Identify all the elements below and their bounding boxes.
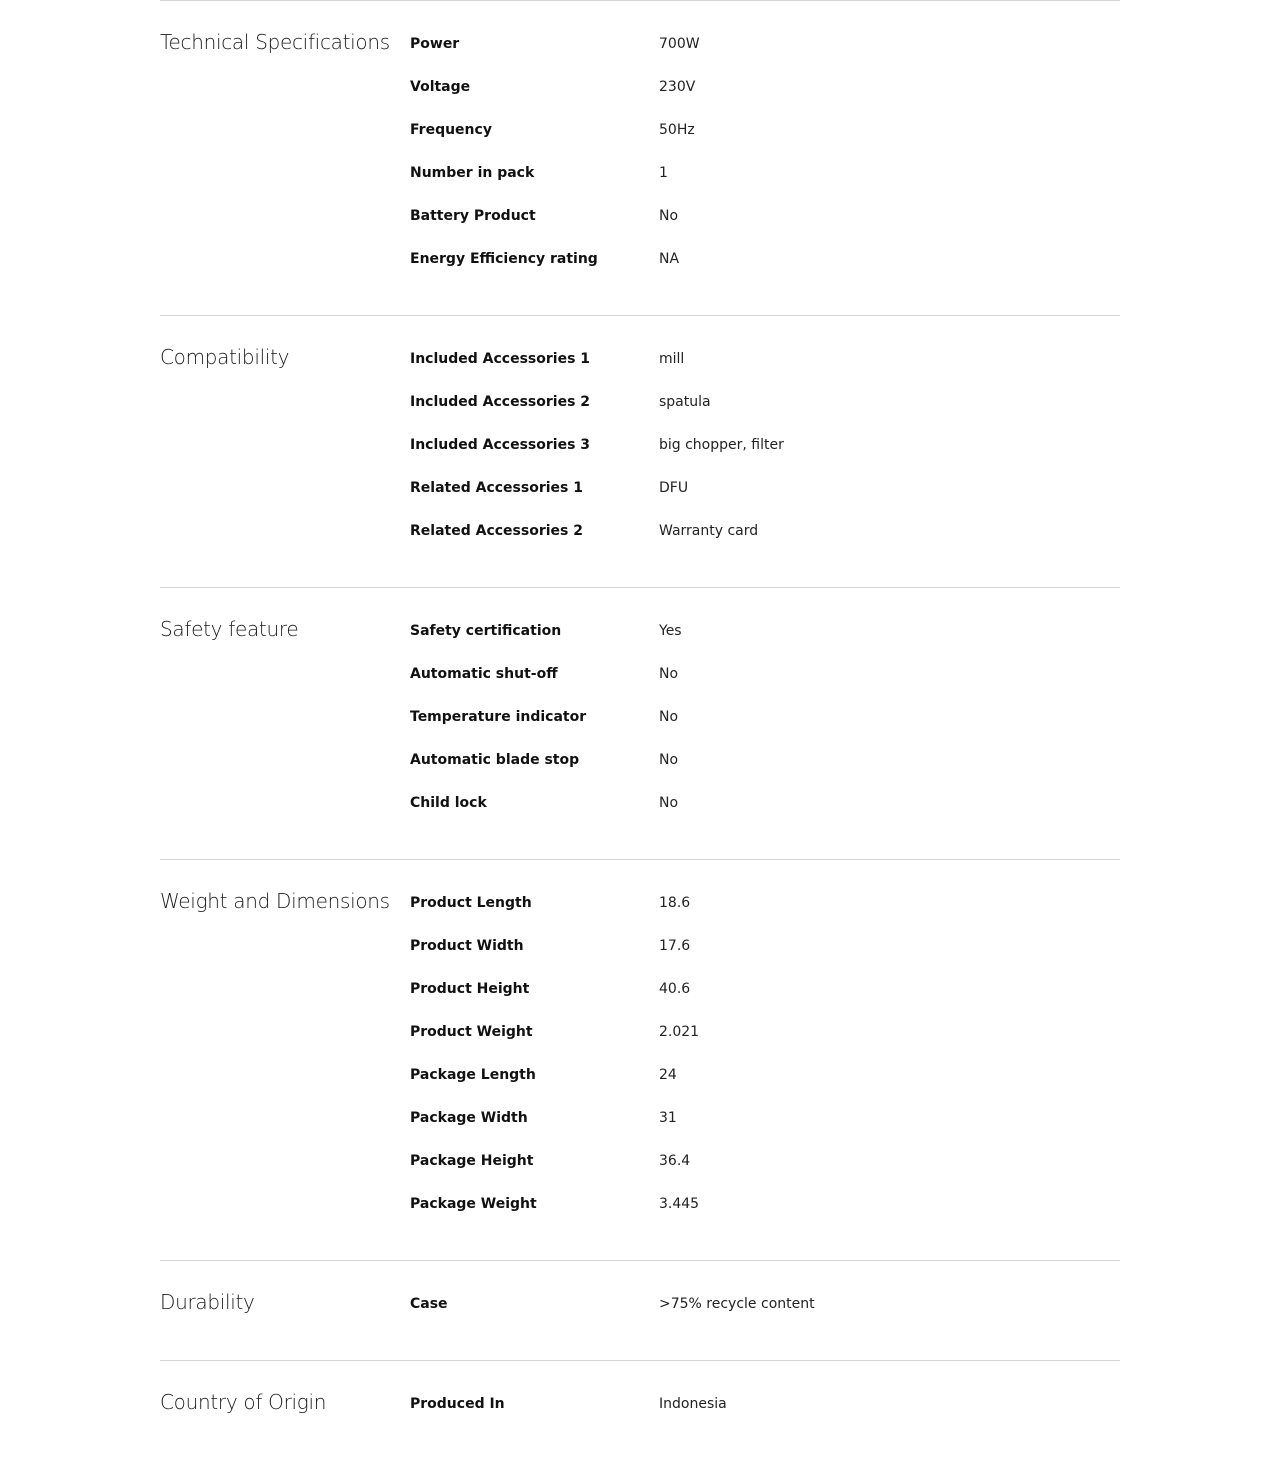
- spec-value: DFU: [659, 480, 689, 496]
- spec-value: Yes: [659, 623, 682, 639]
- spec-value: No: [659, 666, 679, 682]
- specifications-container: [160, 0, 1120, 1459]
- spec-label: Automatic blade stop: [410, 752, 580, 768]
- spec-label: Included Accessories 2: [410, 394, 591, 410]
- spec-row: [410, 521, 1120, 564]
- spec-label: Child lock: [410, 795, 487, 811]
- spec-label: Safety certification: [410, 623, 562, 639]
- spec-row: [410, 1022, 1120, 1065]
- spec-value: big chopper, filter: [659, 437, 784, 453]
- spec-row: [410, 936, 1120, 979]
- spec-row: [410, 1108, 1120, 1151]
- spec-label: Automatic shut-off: [410, 666, 558, 682]
- spec-label: Number in pack: [410, 165, 535, 181]
- spec-row: [410, 206, 1120, 249]
- spec-label: Related Accessories 1: [410, 480, 583, 496]
- spec-row: [410, 163, 1120, 206]
- spec-label: Related Accessories 2: [410, 523, 583, 539]
- spec-row: [410, 349, 1120, 392]
- spec-value: No: [659, 208, 679, 224]
- spec-value: 40.6: [659, 981, 691, 997]
- spec-row: [410, 120, 1120, 163]
- spec-row: [410, 435, 1120, 478]
- section-safety-feature: [160, 587, 1120, 859]
- spec-label: Case: [410, 1296, 448, 1312]
- spec-value: 50Hz: [659, 122, 695, 138]
- spec-row: [410, 893, 1120, 936]
- spec-label: Temperature indicator: [410, 709, 587, 725]
- spec-row: [410, 1065, 1120, 1108]
- section-weight-and-dimensions: [160, 859, 1120, 1260]
- spec-row: [410, 34, 1120, 77]
- spec-label: Voltage: [410, 79, 471, 95]
- section-compatibility: [160, 315, 1120, 587]
- spec-label: Package Height: [410, 1153, 534, 1169]
- spec-value: >75% recycle content: [659, 1296, 815, 1312]
- spec-value: 1: [659, 165, 668, 181]
- spec-label: Produced In: [410, 1396, 505, 1412]
- spec-value: No: [659, 752, 679, 768]
- spec-list: [410, 349, 1120, 564]
- section-technical-specifications: [160, 0, 1120, 315]
- spec-row: [410, 793, 1120, 836]
- spec-value: No: [659, 709, 679, 725]
- spec-value: 2.021: [659, 1024, 700, 1040]
- spec-label: Product Weight: [410, 1024, 533, 1040]
- section-title: Technical Specifications: [160, 30, 390, 54]
- spec-list: [410, 1394, 1120, 1437]
- spec-label: Package Weight: [410, 1196, 537, 1212]
- spec-label: Included Accessories 1: [410, 351, 591, 367]
- spec-label: Included Accessories 3: [410, 437, 591, 453]
- section-title: Compatibility: [160, 345, 290, 369]
- spec-label: Package Width: [410, 1110, 528, 1126]
- spec-label: Power: [410, 36, 460, 52]
- spec-list: [410, 893, 1120, 1237]
- spec-label: Product Width: [410, 938, 524, 954]
- spec-row: [410, 249, 1120, 292]
- spec-row: [410, 1294, 1120, 1337]
- spec-row: [410, 1394, 1120, 1437]
- spec-row: [410, 750, 1120, 793]
- spec-label: Energy Efficiency rating: [410, 251, 598, 267]
- section-title: Safety feature: [160, 617, 299, 641]
- spec-label: Product Height: [410, 981, 530, 997]
- spec-label: Battery Product: [410, 208, 536, 224]
- spec-value: 17.6: [659, 938, 691, 954]
- spec-list: [410, 621, 1120, 836]
- spec-value: 3.445: [659, 1196, 700, 1212]
- spec-label: Package Length: [410, 1067, 536, 1083]
- spec-row: [410, 621, 1120, 664]
- spec-value: 700W: [659, 36, 700, 52]
- spec-row: [410, 77, 1120, 120]
- spec-value: Indonesia: [659, 1396, 727, 1412]
- spec-row: [410, 979, 1120, 1022]
- spec-value: No: [659, 795, 679, 811]
- spec-list: [410, 1294, 1120, 1337]
- spec-label: Product Length: [410, 895, 532, 911]
- spec-row: [410, 664, 1120, 707]
- spec-label: Frequency: [410, 122, 492, 138]
- spec-list: [410, 34, 1120, 292]
- spec-row: [410, 1194, 1120, 1237]
- spec-value: NA: [659, 251, 680, 267]
- spec-row: [410, 707, 1120, 750]
- section-title: Durability: [160, 1290, 255, 1314]
- spec-value: 36.4: [659, 1153, 691, 1169]
- section-durability: [160, 1260, 1120, 1360]
- section-title: Weight and Dimensions: [160, 889, 390, 913]
- section-title: Country of Origin: [160, 1390, 327, 1414]
- spec-value: spatula: [659, 394, 711, 410]
- spec-row: [410, 392, 1120, 435]
- spec-value: 230V: [659, 79, 696, 95]
- spec-value: Warranty card: [659, 523, 759, 539]
- spec-value: mill: [659, 351, 685, 367]
- spec-value: 31: [659, 1110, 677, 1126]
- spec-value: 18.6: [659, 895, 691, 911]
- spec-row: [410, 1151, 1120, 1194]
- spec-row: [410, 478, 1120, 521]
- section-country-of-origin: [160, 1360, 1120, 1459]
- spec-value: 24: [659, 1067, 677, 1083]
